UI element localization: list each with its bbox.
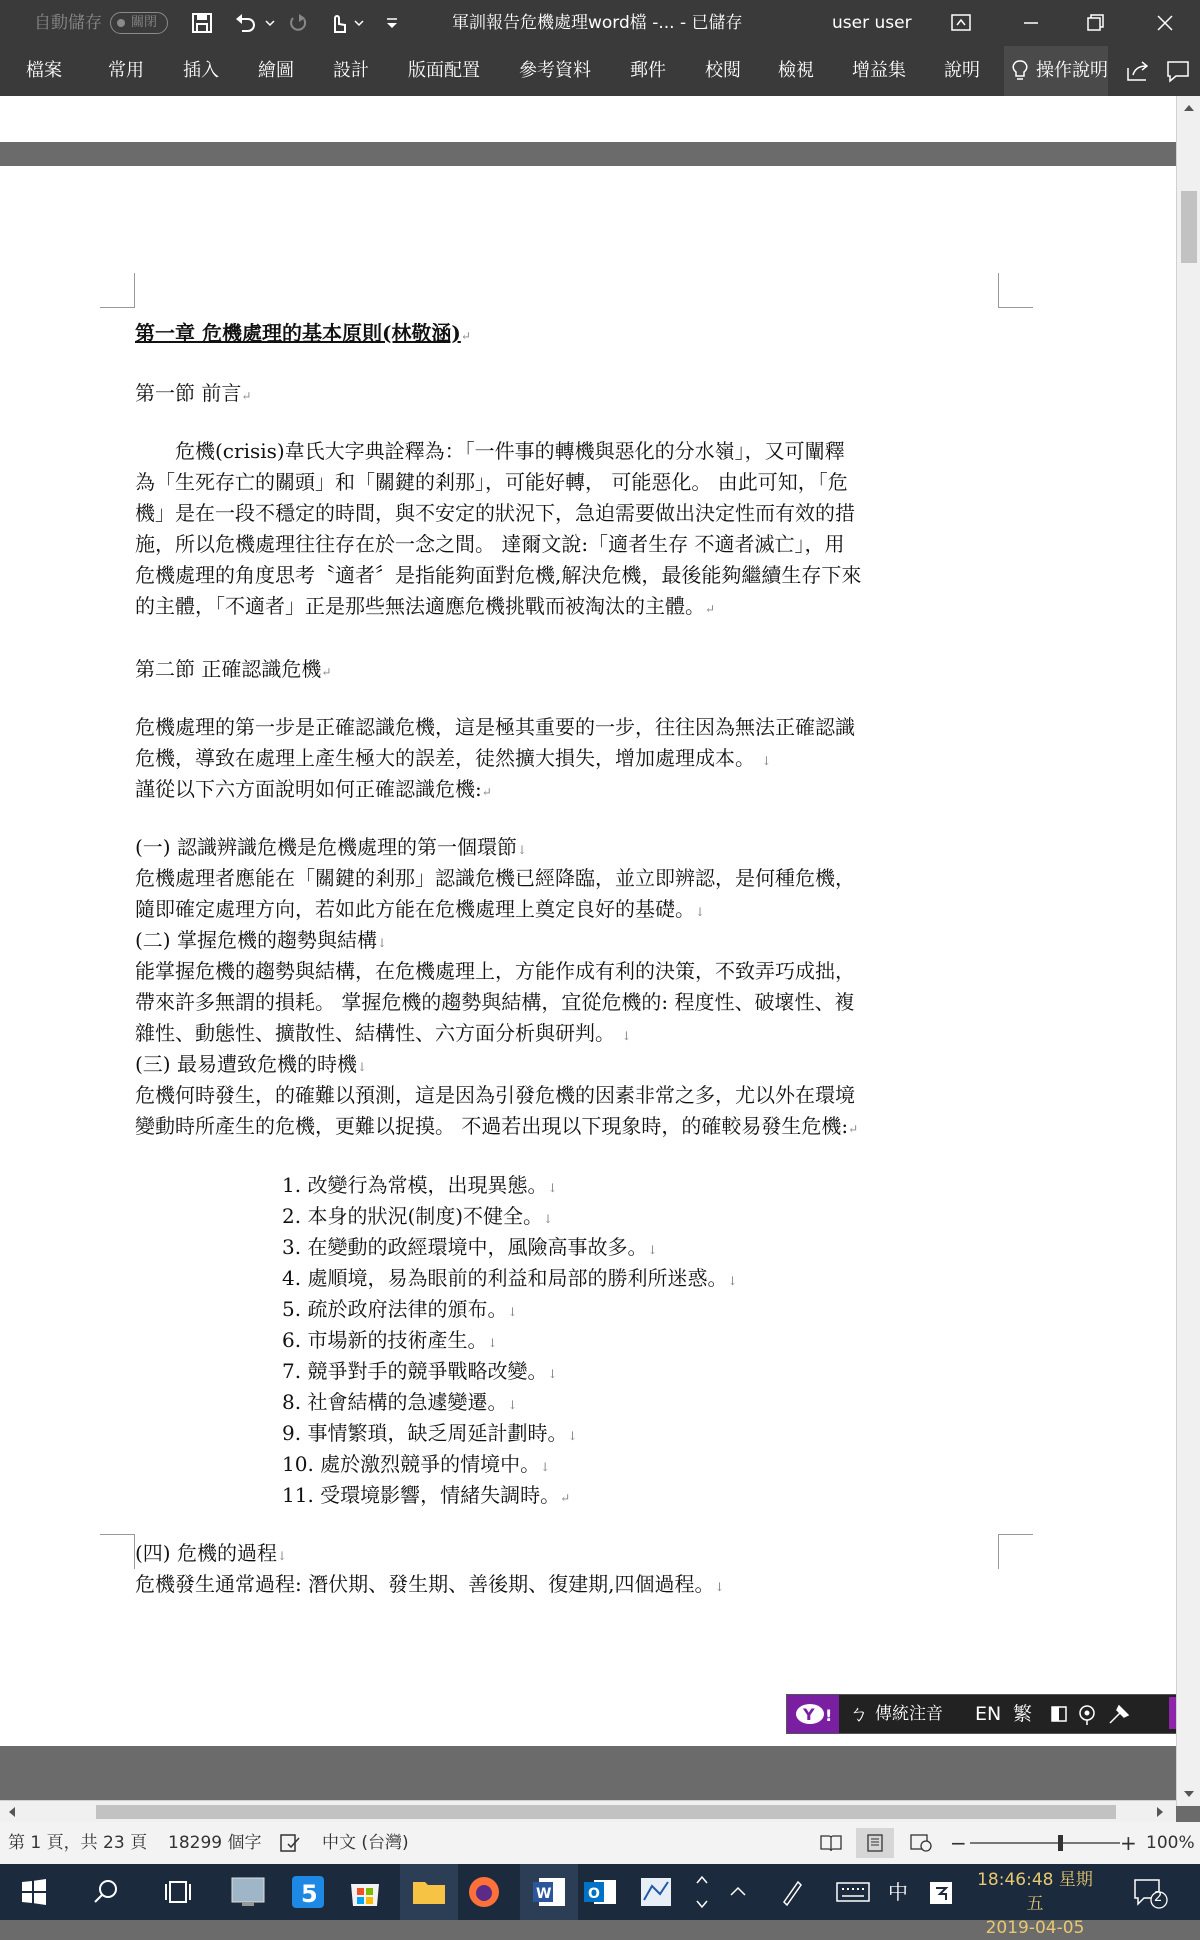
taskbar xyxy=(0,1864,1200,1938)
subheading-4: (四) 危機的過程↓ xyxy=(135,1541,288,1565)
ribbon-display-options-icon[interactable] xyxy=(926,0,996,46)
print-layout-button[interactable] xyxy=(856,1828,894,1858)
list-item: 10. 處於激烈競爭的情境中。↓ xyxy=(282,1452,551,1476)
tab-mailings[interactable]: 郵件 xyxy=(630,60,666,81)
paragraph-intro-line: 危機(crisis)韋氏大字典詮釋為：「一件事的轉機與惡化的分水嶺」，又可闡釋 xyxy=(135,439,845,463)
list-item: 2. 本身的狀況(制度)不健全。↓ xyxy=(282,1204,554,1228)
scroll-right-icon[interactable] xyxy=(1152,1804,1168,1820)
ime-zhuyin-indicator[interactable]: ㄅ xyxy=(849,1703,869,1725)
print-layout-icon xyxy=(866,1834,884,1852)
file-explorer-button[interactable] xyxy=(400,1864,458,1920)
subheading-3-text: 危機何時發生，的確難以預測，這是因為引發危機的因素非常之多，尤以外在環境 xyxy=(135,1083,855,1107)
margin-corner-top-left xyxy=(100,273,135,308)
search-icon[interactable] xyxy=(86,1872,126,1912)
word-button[interactable] xyxy=(520,1864,578,1920)
firefox-icon[interactable] xyxy=(464,1872,504,1912)
tab-insert[interactable]: 插入 xyxy=(183,60,219,81)
zoom-in-button[interactable]: + xyxy=(1120,1831,1137,1855)
scroll-up-icon[interactable] xyxy=(1181,100,1197,116)
horizontal-scrollbar[interactable] xyxy=(0,1800,1176,1823)
tell-me-label: 操作說明 xyxy=(1036,60,1108,81)
tools-icon[interactable] xyxy=(1107,1703,1131,1725)
redo-icon[interactable] xyxy=(285,10,311,36)
horizontal-scroll-thumb[interactable] xyxy=(96,1805,1116,1819)
keyboard-icon[interactable] xyxy=(836,1880,870,1904)
zoom-slider-thumb[interactable] xyxy=(1058,1835,1063,1851)
scroll-left-icon[interactable] xyxy=(4,1804,20,1820)
subheading-1-text: 危機處理者應能在「關鍵的剎那」認識危機已經降臨，並立即辨認，是何種危機， xyxy=(135,866,855,890)
svg-text:!: ! xyxy=(825,1706,833,1725)
chart-app-icon[interactable] xyxy=(636,1872,676,1912)
list-item: 7. 競爭對手的競爭戰略改變。↓ xyxy=(282,1359,558,1383)
clock-time: 18:46:48 星期五 xyxy=(977,1870,1093,1914)
touch-dropdown-icon[interactable] xyxy=(352,10,366,36)
ime-charset[interactable]: 繁 xyxy=(1013,1703,1033,1725)
list-item: 11. 受環境影響，情緒失調時。↵ xyxy=(282,1483,571,1507)
subheading-4-text: 危機發生通常過程: 潛伏期、發生期、善後期、復建期,四個過程。↓ xyxy=(135,1572,725,1596)
restore-icon[interactable] xyxy=(1060,0,1130,46)
undo-icon[interactable] xyxy=(232,10,258,36)
subheading-2-text: 帶來許多無謂的損耗。 掌握危機的趨勢與結構，宜從危機的: 程度性、破壞性、複 xyxy=(135,990,855,1014)
list-item: 6. 市場新的技術產生。↓ xyxy=(282,1328,498,1352)
list-item: 1. 改變行為常模，出現異態。↓ xyxy=(282,1173,558,1197)
tab-references[interactable]: 參考資料 xyxy=(519,60,591,81)
read-mode-icon[interactable] xyxy=(820,1834,842,1852)
margin-corner-top-right xyxy=(998,273,1033,308)
list-item: 4. 處順境，易為眼前的利益和局部的勝利所迷惑。↓ xyxy=(282,1266,738,1290)
touch-mode-icon[interactable] xyxy=(325,10,351,36)
subheading-3: (三) 最易遭致危機的時機↓ xyxy=(135,1052,368,1076)
web-layout-icon[interactable] xyxy=(910,1834,932,1852)
folder-icon xyxy=(409,1872,449,1912)
list-item: 8. 社會結構的急遽變遷。↓ xyxy=(282,1390,518,1414)
yahoo-ime-logo[interactable] xyxy=(787,1695,839,1733)
clock-date: 2019-04-05 xyxy=(985,1918,1085,1938)
notification-count: 2 xyxy=(1154,1890,1163,1905)
subheading-1: (一) 認識辨識危機是危機處理的第一個環節↓ xyxy=(135,835,528,859)
ribbon-tabs xyxy=(0,46,1200,96)
tab-help[interactable]: 說明 xyxy=(944,60,980,81)
paragraph-intro-line: 為「生死存亡的關頭」和「關鍵的剎那」，可能好轉， 可能惡化。 由此可知，「危 xyxy=(135,470,848,494)
tab-design[interactable]: 設計 xyxy=(333,60,369,81)
pen-icon[interactable] xyxy=(780,1878,804,1906)
desktop-app-icon[interactable] xyxy=(228,1872,268,1912)
autosave-label: 自動儲存 xyxy=(34,13,102,33)
user-name[interactable]: user user xyxy=(832,13,912,33)
status-bar xyxy=(0,1822,1200,1864)
section-1-heading: 第一節 前言↵ xyxy=(135,381,252,405)
zoom-out-button[interactable]: − xyxy=(950,1831,967,1855)
subheading-1-text: 隨即確定處理方向，若如此方能在危機處理上奠定良好的基礎。↓ xyxy=(135,897,706,921)
minimize-icon[interactable] xyxy=(996,0,1066,46)
taskbar-scroll-icon[interactable] xyxy=(692,1868,712,1916)
paragraph-intro-line: 危機處理的角度思考〝適者〞是指能夠面對危機,解決危機，最後能夠繼續生存下來 xyxy=(135,563,862,587)
ime-toolbar xyxy=(786,1694,1188,1734)
outlook-icon[interactable] xyxy=(580,1872,620,1912)
system-clock[interactable] xyxy=(970,1868,1100,1940)
document-area xyxy=(0,96,1176,1806)
margin-corner-bottom-left xyxy=(100,1534,135,1569)
paragraph-intro-line: 機」是在一段不穩定的時間，與不安定的狀況下，急迫需要做出決定性而有效的措 xyxy=(135,501,855,525)
tab-addins[interactable]: 增益集 xyxy=(852,60,906,81)
svg-text:5: 5 xyxy=(301,1880,318,1908)
document-title: 軍訓報告危機處理word檔 -... - 已儲存 xyxy=(452,13,743,33)
document-page[interactable] xyxy=(0,166,1176,1746)
half-width-icon[interactable] xyxy=(1051,1706,1067,1722)
undo-dropdown-icon[interactable] xyxy=(263,10,277,36)
paragraph-recognize-line: 謹從以下六方面說明如何正確認識危機:↵ xyxy=(135,777,492,801)
paragraph-intro-line: 的主體，「不適者」正是那些無法適應危機挑戰而被淘汰的主體。↵ xyxy=(135,594,716,618)
close-icon[interactable] xyxy=(1130,0,1200,46)
list-item: 5. 疏於政府法律的頒布。↓ xyxy=(282,1297,518,1321)
store-icon[interactable] xyxy=(345,1872,385,1912)
vertical-scroll-thumb[interactable] xyxy=(1181,191,1197,263)
autosave-toggle[interactable]: 關閉 xyxy=(110,12,168,34)
save-icon[interactable] xyxy=(189,10,215,36)
subheading-2: (二) 掌握危機的趨勢與結構↓ xyxy=(135,928,388,952)
word-count[interactable]: 18299 個字 xyxy=(168,1833,262,1853)
language-indicator[interactable]: 中文 (台灣) xyxy=(322,1833,409,1853)
list-item: 3. 在變動的政經環境中，風險高事故多。↓ xyxy=(282,1235,658,1259)
tab-draw[interactable]: 繪圖 xyxy=(258,60,294,81)
svg-text:W: W xyxy=(536,1886,552,1902)
vertical-scrollbar[interactable] xyxy=(1176,96,1200,1806)
tab-layout[interactable]: 版面配置 xyxy=(408,60,480,81)
tab-view[interactable]: 檢視 xyxy=(778,60,814,81)
input-language-indicator[interactable]: 中 xyxy=(888,1880,908,1904)
lightbulb-icon xyxy=(1011,59,1029,83)
tab-file[interactable]: 檔案 xyxy=(26,60,62,81)
tell-me-box[interactable] xyxy=(1004,46,1108,96)
ime-tray-icon[interactable] xyxy=(928,1878,954,1906)
page-count[interactable]: 第 1 頁，共 23 頁 xyxy=(8,1833,148,1853)
proofing-icon[interactable] xyxy=(280,1834,300,1852)
paragraph-recognize-line: 危機，導致在處理上產生極大的誤差，徒然擴大損失，增加處理成本。 ↓ xyxy=(135,746,772,770)
subheading-2-text: 雜性、動態性、擴散性、結構性、六方面分析與研判。 ↓ xyxy=(135,1021,632,1045)
yahoo-logo-icon xyxy=(793,1701,833,1727)
symbol-icon[interactable] xyxy=(1077,1704,1097,1726)
subheading-2-text: 能掌握危機的趨勢與結構，在危機處理上，方能作成有利的決策，不致弄巧成拙， xyxy=(135,959,855,983)
zoom-slider[interactable] xyxy=(970,1842,1120,1844)
tab-home[interactable]: 常用 xyxy=(108,60,144,81)
ime-lang[interactable]: EN xyxy=(975,1703,1002,1725)
tray-chevron-up-icon[interactable] xyxy=(726,1880,750,1904)
scroll-down-icon[interactable] xyxy=(1181,1786,1197,1802)
svg-text:O: O xyxy=(588,1886,600,1902)
customize-toolbar-icon[interactable] xyxy=(384,10,400,36)
comments-icon[interactable] xyxy=(1164,58,1192,84)
list-item: 9. 事情繁瑣，缺乏周延計劃時。↓ xyxy=(282,1421,578,1445)
margin-corner-bottom-right xyxy=(998,1534,1033,1569)
notification-center-icon[interactable] xyxy=(1132,1876,1168,1910)
task-view-icon[interactable] xyxy=(158,1872,198,1912)
paragraph-recognize-line: 危機處理的第一步是正確認識危機，這是極其重要的一步，往往因為無法正確認識 xyxy=(135,715,855,739)
app-5-icon[interactable] xyxy=(288,1872,328,1912)
title-bar xyxy=(0,0,1200,46)
tab-review[interactable]: 校閱 xyxy=(705,60,741,81)
svg-text:Y: Y xyxy=(803,1705,815,1724)
subheading-3-text: 變動時所產生的危機，更難以捉摸。 不過若出現以下現象時，的確較易發生危機:↵ xyxy=(135,1114,859,1138)
section-2-heading: 第二節 正確認識危機↵ xyxy=(135,657,332,681)
share-icon[interactable] xyxy=(1124,58,1152,84)
word-icon xyxy=(529,1872,569,1912)
chapter-heading: 第一章 危機處理的基本原則(林敬涵)↵ xyxy=(135,321,471,345)
ime-mode[interactable]: 傳統注音 xyxy=(875,1704,943,1724)
paragraph-intro-line: 施，所以危機處理往往存在於一念之間。 達爾文說:「適者生存 不適者滅亡」，用 xyxy=(135,532,845,556)
previous-page-bottom xyxy=(0,96,1176,142)
windows-start-icon[interactable] xyxy=(14,1872,54,1912)
zoom-level[interactable]: 100% xyxy=(1146,1833,1195,1853)
